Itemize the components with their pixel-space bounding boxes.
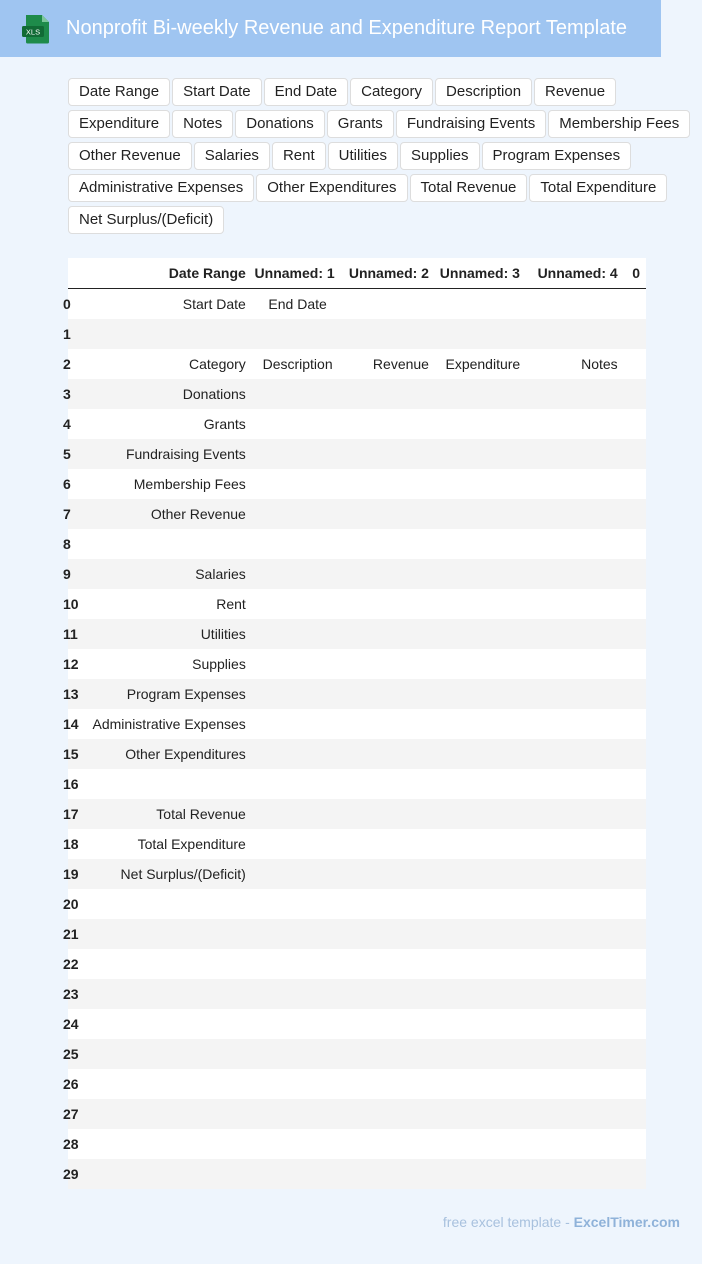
table-cell xyxy=(531,1129,624,1159)
table-row xyxy=(68,889,646,919)
table-cell xyxy=(624,379,646,409)
table-cell xyxy=(531,889,624,919)
table-cell xyxy=(531,979,624,1009)
column-header: 0 xyxy=(624,258,646,289)
row-index: 28 xyxy=(68,1129,82,1159)
column-header: Unnamed: 4 xyxy=(531,258,624,289)
table-cell xyxy=(252,1159,344,1189)
table-cell xyxy=(435,589,531,619)
column-tag[interactable]: Category xyxy=(350,78,433,106)
table-cell xyxy=(435,379,531,409)
table-row xyxy=(68,319,646,349)
table-cell: Fundraising Events xyxy=(82,439,251,469)
table-cell xyxy=(82,979,251,1009)
row-index: 20 xyxy=(68,889,82,919)
table-cell: Total Revenue xyxy=(82,799,251,829)
table-cell xyxy=(252,949,344,979)
table-cell xyxy=(435,889,531,919)
table-cell xyxy=(435,289,531,320)
table-row xyxy=(68,1129,646,1159)
table-cell xyxy=(343,1159,435,1189)
table-cell xyxy=(82,919,251,949)
table-row xyxy=(68,379,646,409)
row-index: 24 xyxy=(68,1009,82,1039)
excel-file-icon xyxy=(22,14,51,44)
table-cell xyxy=(82,1159,251,1189)
table-row xyxy=(68,679,646,709)
footer-brand-link[interactable]: ExcelTimer.com xyxy=(573,1214,680,1230)
table-cell xyxy=(252,499,344,529)
table-cell xyxy=(343,739,435,769)
column-tag[interactable]: Notes xyxy=(172,110,233,138)
table-row xyxy=(68,1009,646,1039)
table-cell xyxy=(435,799,531,829)
table-cell xyxy=(252,649,344,679)
table-cell xyxy=(531,439,624,469)
table-cell xyxy=(624,1009,646,1039)
table-cell: Total Expenditure xyxy=(82,829,251,859)
table-cell xyxy=(343,529,435,559)
table-cell xyxy=(343,1099,435,1129)
table-cell xyxy=(435,769,531,799)
table-cell xyxy=(343,619,435,649)
table-cell xyxy=(435,619,531,649)
table-cell xyxy=(343,1039,435,1069)
table-cell xyxy=(252,829,344,859)
table-cell xyxy=(252,1129,344,1159)
table-cell xyxy=(531,319,624,349)
table-cell xyxy=(531,829,624,859)
column-tag[interactable]: End Date xyxy=(264,78,349,106)
table-cell xyxy=(343,499,435,529)
table-cell xyxy=(435,649,531,679)
row-index: 14 xyxy=(68,709,82,739)
table-cell xyxy=(343,1129,435,1159)
table-cell xyxy=(531,1069,624,1099)
table-cell xyxy=(252,889,344,919)
row-index: 8 xyxy=(68,529,82,559)
column-header: Date Range xyxy=(82,258,251,289)
table-row xyxy=(68,829,646,859)
table-row xyxy=(68,859,646,889)
table-row xyxy=(68,349,646,379)
table-cell xyxy=(343,889,435,919)
table-cell xyxy=(435,739,531,769)
table-cell: Notes xyxy=(531,349,624,379)
row-index: 1 xyxy=(68,319,82,349)
table-cell xyxy=(435,559,531,589)
table-cell xyxy=(343,829,435,859)
table-cell xyxy=(624,289,646,320)
row-index: 19 xyxy=(68,859,82,889)
table-cell xyxy=(624,1039,646,1069)
table-cell xyxy=(252,709,344,739)
table-row xyxy=(68,439,646,469)
table-row xyxy=(68,529,646,559)
table-cell xyxy=(252,529,344,559)
table-row xyxy=(68,499,646,529)
table-cell xyxy=(624,679,646,709)
row-index: 23 xyxy=(68,979,82,1009)
table-cell xyxy=(343,289,435,320)
column-tag[interactable]: Net Surplus/(Deficit) xyxy=(68,206,224,234)
table-cell xyxy=(624,1129,646,1159)
table-cell: Other Expenditures xyxy=(82,739,251,769)
row-index: 11 xyxy=(68,619,82,649)
table-cell xyxy=(531,409,624,439)
table-cell xyxy=(624,889,646,919)
table-cell xyxy=(624,529,646,559)
table-cell xyxy=(252,1039,344,1069)
table-cell xyxy=(252,439,344,469)
table-cell: Net Surplus/(Deficit) xyxy=(82,859,251,889)
table-cell xyxy=(435,1069,531,1099)
column-header xyxy=(68,258,82,289)
table-row xyxy=(68,979,646,1009)
table-cell xyxy=(531,649,624,679)
row-index: 17 xyxy=(68,799,82,829)
table-cell xyxy=(435,1129,531,1159)
table-cell xyxy=(435,679,531,709)
table-cell xyxy=(252,619,344,649)
data-table xyxy=(63,258,646,1189)
table-cell xyxy=(435,1039,531,1069)
column-tag[interactable]: Supplies xyxy=(400,142,480,170)
table-cell xyxy=(624,769,646,799)
column-tag[interactable]: Expenditure xyxy=(68,110,170,138)
table-cell xyxy=(435,529,531,559)
table-row xyxy=(68,1069,646,1099)
table-cell xyxy=(531,499,624,529)
table-cell xyxy=(82,1039,251,1069)
table-cell xyxy=(531,739,624,769)
table-cell xyxy=(252,379,344,409)
table-cell xyxy=(624,469,646,499)
table-cell: Grants xyxy=(82,409,251,439)
row-index: 26 xyxy=(68,1069,82,1099)
table-cell xyxy=(82,949,251,979)
table-cell: Description xyxy=(252,349,344,379)
table-cell xyxy=(343,379,435,409)
table-cell xyxy=(343,469,435,499)
table-cell xyxy=(624,919,646,949)
column-tag[interactable]: Salaries xyxy=(194,142,270,170)
row-index: 29 xyxy=(68,1159,82,1189)
column-tag[interactable]: Rent xyxy=(272,142,326,170)
table-cell xyxy=(624,589,646,619)
column-tag[interactable]: Membership Fees xyxy=(548,110,690,138)
column-tag[interactable]: Donations xyxy=(235,110,325,138)
data-table-container xyxy=(63,258,646,1189)
table-row xyxy=(68,559,646,589)
table-row xyxy=(68,649,646,679)
table-cell xyxy=(252,739,344,769)
table-row xyxy=(68,799,646,829)
table-cell xyxy=(343,589,435,619)
column-tag[interactable]: Grants xyxy=(327,110,394,138)
row-index: 25 xyxy=(68,1039,82,1069)
table-cell xyxy=(624,739,646,769)
table-cell xyxy=(343,799,435,829)
table-cell: Membership Fees xyxy=(82,469,251,499)
table-cell xyxy=(343,559,435,589)
table-cell xyxy=(624,949,646,979)
table-cell xyxy=(531,769,624,799)
table-cell xyxy=(343,919,435,949)
row-index: 2 xyxy=(68,349,82,379)
table-cell xyxy=(252,979,344,1009)
table-cell xyxy=(531,289,624,320)
table-cell: Rent xyxy=(82,589,251,619)
table-cell xyxy=(531,1099,624,1129)
table-cell xyxy=(343,649,435,679)
table-cell xyxy=(252,859,344,889)
table-row xyxy=(68,919,646,949)
table-cell: Utilities xyxy=(82,619,251,649)
table-row xyxy=(68,769,646,799)
table-cell xyxy=(624,499,646,529)
table-cell xyxy=(252,769,344,799)
table-cell xyxy=(435,469,531,499)
footer-prefix: free excel template - xyxy=(442,1214,574,1230)
table-cell xyxy=(252,1009,344,1039)
table-cell xyxy=(343,1069,435,1099)
table-cell xyxy=(624,1159,646,1189)
table-cell: Donations xyxy=(82,379,251,409)
column-tag[interactable]: Administrative Expenses xyxy=(68,174,254,202)
table-cell xyxy=(252,1099,344,1129)
table-cell xyxy=(435,709,531,739)
table-header-row xyxy=(68,258,646,289)
table-cell xyxy=(82,889,251,919)
table-cell xyxy=(343,769,435,799)
table-cell xyxy=(343,409,435,439)
column-tag[interactable]: Utilities xyxy=(328,142,398,170)
table-cell xyxy=(435,409,531,439)
table-cell xyxy=(252,559,344,589)
table-cell xyxy=(82,769,251,799)
column-tag[interactable]: Fundraising Events xyxy=(396,110,546,138)
table-cell: Category xyxy=(82,349,251,379)
table-cell xyxy=(435,499,531,529)
column-tag[interactable]: Other Expenditures xyxy=(256,174,407,202)
table-cell xyxy=(624,1099,646,1129)
column-tag[interactable]: Start Date xyxy=(172,78,262,106)
row-index: 6 xyxy=(68,469,82,499)
row-index: 7 xyxy=(68,499,82,529)
table-cell xyxy=(624,619,646,649)
table-cell xyxy=(624,1069,646,1099)
table-row xyxy=(68,949,646,979)
page-title: Nonprofit Bi-weekly Revenue and Expenditure Report Template xyxy=(66,17,628,39)
column-tag[interactable]: Program Expenses xyxy=(482,142,632,170)
column-header: Unnamed: 3 xyxy=(435,258,531,289)
table-cell xyxy=(531,1009,624,1039)
table-cell xyxy=(343,859,435,889)
svg-text:XLS: XLS xyxy=(25,27,41,37)
table-cell: Administrative Expenses xyxy=(82,709,251,739)
table-cell xyxy=(531,619,624,649)
table-cell xyxy=(531,859,624,889)
table-cell xyxy=(624,559,646,589)
table-cell xyxy=(531,679,624,709)
table-cell xyxy=(624,319,646,349)
table-row xyxy=(68,1159,646,1189)
table-cell xyxy=(435,949,531,979)
table-cell xyxy=(624,709,646,739)
row-index: 10 xyxy=(68,589,82,619)
table-cell xyxy=(252,319,344,349)
table-cell xyxy=(343,949,435,979)
column-tag[interactable]: Total Expenditure xyxy=(529,174,667,202)
table-cell: Salaries xyxy=(82,559,251,589)
table-cell xyxy=(435,859,531,889)
table-cell xyxy=(531,709,624,739)
row-index: 9 xyxy=(68,559,82,589)
row-index: 5 xyxy=(68,439,82,469)
table-row xyxy=(68,709,646,739)
table-cell xyxy=(252,469,344,499)
table-cell xyxy=(624,979,646,1009)
table-cell xyxy=(624,799,646,829)
table-cell xyxy=(435,1159,531,1189)
column-tag-list xyxy=(68,78,692,234)
table-cell xyxy=(252,589,344,619)
table-cell xyxy=(343,709,435,739)
table-cell xyxy=(252,1069,344,1099)
table-cell xyxy=(531,949,624,979)
table-cell xyxy=(82,1069,251,1099)
table-cell xyxy=(435,829,531,859)
table-cell xyxy=(435,919,531,949)
table-row xyxy=(68,739,646,769)
table-cell xyxy=(531,799,624,829)
column-tag[interactable]: Description xyxy=(435,78,532,106)
table-row xyxy=(68,469,646,499)
table-cell xyxy=(624,349,646,379)
table-cell: Supplies xyxy=(82,649,251,679)
title-bar xyxy=(0,0,661,57)
table-cell xyxy=(435,979,531,1009)
table-cell xyxy=(82,529,251,559)
table-cell xyxy=(435,1099,531,1129)
table-cell: Expenditure xyxy=(435,349,531,379)
table-cell: Other Revenue xyxy=(82,499,251,529)
row-index: 21 xyxy=(68,919,82,949)
table-cell xyxy=(624,439,646,469)
row-index: 0 xyxy=(68,289,82,320)
row-index: 3 xyxy=(68,379,82,409)
column-header: Unnamed: 2 xyxy=(343,258,435,289)
table-cell xyxy=(624,409,646,439)
row-index: 27 xyxy=(68,1099,82,1129)
table-cell xyxy=(531,919,624,949)
table-cell xyxy=(343,979,435,1009)
table-cell xyxy=(531,589,624,619)
table-cell xyxy=(82,1129,251,1159)
column-tag[interactable]: Date Range xyxy=(68,78,170,106)
row-index: 12 xyxy=(68,649,82,679)
row-index: 16 xyxy=(68,769,82,799)
footer-credit xyxy=(443,1214,680,1230)
table-cell xyxy=(252,799,344,829)
table-cell xyxy=(343,1009,435,1039)
row-index: 18 xyxy=(68,829,82,859)
table-cell xyxy=(531,469,624,499)
table-row xyxy=(68,289,646,320)
table-cell: Start Date xyxy=(82,289,251,320)
table-row xyxy=(68,589,646,619)
row-index: 13 xyxy=(68,679,82,709)
table-cell xyxy=(252,679,344,709)
column-header: Unnamed: 1 xyxy=(252,258,344,289)
table-cell xyxy=(531,379,624,409)
table-row xyxy=(68,409,646,439)
column-tag[interactable]: Other Revenue xyxy=(68,142,192,170)
table-cell xyxy=(82,319,251,349)
table-cell xyxy=(82,1099,251,1129)
table-cell xyxy=(531,559,624,589)
table-cell xyxy=(435,1009,531,1039)
table-cell: Revenue xyxy=(343,349,435,379)
column-tag[interactable]: Total Revenue xyxy=(410,174,528,202)
table-body xyxy=(63,289,646,1190)
table-cell xyxy=(82,1009,251,1039)
table-cell xyxy=(531,529,624,559)
table-cell xyxy=(435,439,531,469)
table-cell xyxy=(624,859,646,889)
table-cell xyxy=(252,919,344,949)
table-cell xyxy=(343,679,435,709)
table-cell xyxy=(624,829,646,859)
table-cell xyxy=(252,409,344,439)
table-row xyxy=(68,619,646,649)
column-tag[interactable]: Revenue xyxy=(534,78,616,106)
table-cell: Program Expenses xyxy=(82,679,251,709)
row-index: 4 xyxy=(68,409,82,439)
table-cell xyxy=(435,319,531,349)
table-row xyxy=(68,1039,646,1069)
table-cell xyxy=(531,1159,624,1189)
table-cell xyxy=(531,1039,624,1069)
row-index: 22 xyxy=(68,949,82,979)
table-cell xyxy=(343,319,435,349)
row-index: 15 xyxy=(68,739,82,769)
table-cell xyxy=(624,649,646,679)
table-row xyxy=(68,1099,646,1129)
table-cell xyxy=(343,439,435,469)
table-cell: End Date xyxy=(252,289,344,320)
